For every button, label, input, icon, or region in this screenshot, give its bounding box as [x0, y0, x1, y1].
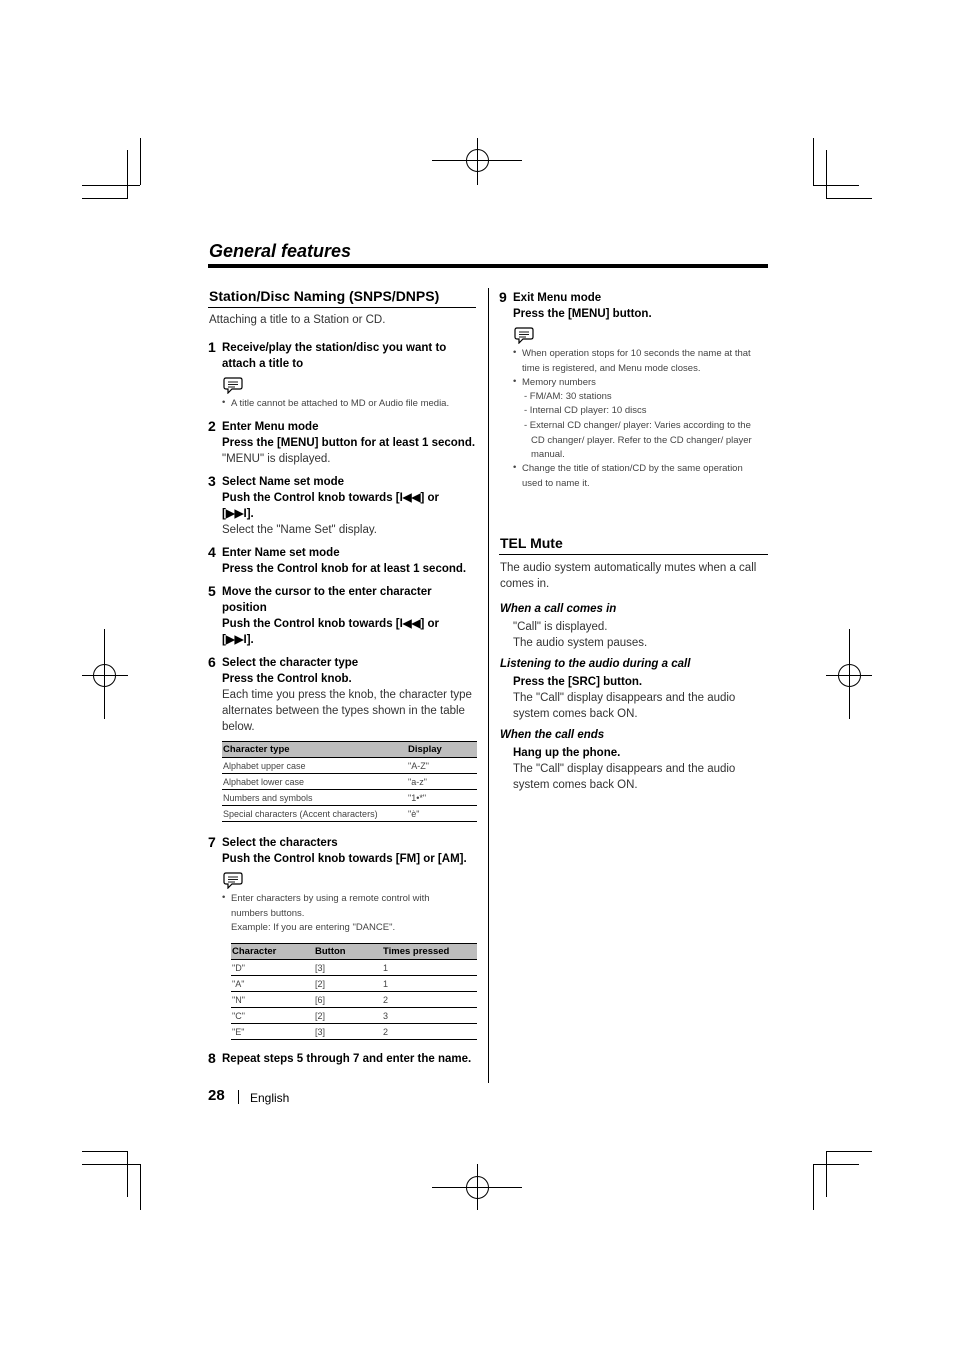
- table-row: [231, 960, 477, 976]
- table-cell: "a-z": [407, 774, 477, 790]
- step-1-note: A title cannot be attached to MD or Audio file media.: [231, 398, 450, 409]
- table-cell: Numbers and symbols: [222, 790, 407, 806]
- subheading-call-in: When a call comes in: [500, 603, 617, 615]
- table-cell: [2]: [314, 976, 382, 992]
- bullet: •: [513, 376, 517, 387]
- table-cell: Special characters (Accent characters): [222, 806, 407, 822]
- step-6-action: Press the Control knob.: [222, 673, 352, 685]
- step-2-desc: "MENU" is displayed.: [222, 453, 331, 465]
- bullet: •: [222, 892, 226, 903]
- section-heading-tel-mute: TEL Mute: [500, 535, 563, 551]
- table-cell: 2: [382, 992, 477, 1008]
- menu-note-2c: - External CD changer/ player: Varies according to the CD changer/ player. Refer to the CD changer/ player manual.: [524, 420, 752, 460]
- step-3-title: Select Name set mode: [222, 476, 345, 488]
- note-icon: [222, 871, 244, 889]
- table-row: [222, 806, 477, 822]
- column-divider: [488, 288, 489, 1083]
- table-cell: 1: [382, 960, 477, 976]
- step-2-title: Enter Menu mode: [222, 421, 319, 433]
- step-number-2: 2: [208, 418, 216, 434]
- page-number: 28: [208, 1087, 225, 1104]
- table-row: [231, 992, 477, 1008]
- menu-note-2: Memory numbers: [522, 377, 596, 388]
- step-number-8: 8: [208, 1050, 216, 1066]
- table-cell: [3]: [314, 960, 382, 976]
- step-7-example: Example: If you are entering "DANCE".: [231, 922, 396, 933]
- table-cell: "C": [231, 1008, 314, 1024]
- step-number-9: 9: [499, 289, 507, 305]
- table-cell: [6]: [314, 992, 382, 1008]
- table-cell: "A-Z": [407, 758, 477, 774]
- step-number-7: 7: [208, 834, 216, 850]
- step-3-action: Push the Control knob towards [I◀◀] or [▶▶I].: [222, 492, 440, 520]
- table-cell: 2: [382, 1024, 477, 1040]
- table-cell: 1: [382, 976, 477, 992]
- step-number-1: 1: [208, 339, 216, 355]
- call-in-line-1: "Call" is displayed.: [513, 621, 608, 633]
- footer-separator: [238, 1090, 239, 1104]
- table-header: Character type: [222, 742, 407, 758]
- step-9-action: Press the [MENU] button.: [513, 308, 652, 320]
- subheading-listen: Listening to the audio during a call: [500, 658, 691, 670]
- step-4-action: Press the Control knob for at least 1 second.: [222, 563, 467, 575]
- table-header: Display: [407, 742, 477, 758]
- character-type-table: [222, 741, 477, 822]
- table-header: Times pressed: [382, 944, 477, 960]
- table-row: [231, 1024, 477, 1040]
- menu-note-2a: - FM/AM: 30 stations: [524, 391, 612, 402]
- table-cell: "E": [231, 1024, 314, 1040]
- step-6-title: Select the character type: [222, 657, 359, 669]
- call-end-action: Hang up the phone.: [513, 747, 621, 759]
- table-cell: Alphabet upper case: [222, 758, 407, 774]
- table-cell: "D": [231, 960, 314, 976]
- step-5-title: Move the cursor to the enter character position: [222, 586, 432, 614]
- step-2-action: Press the [MENU] button for at least 1 second.: [222, 437, 476, 449]
- note-icon: [513, 326, 535, 344]
- listen-desc: The "Call" display disappears and the audio system comes back ON.: [513, 692, 736, 720]
- table-cell: [3]: [314, 1024, 382, 1040]
- step-6-desc: Each time you press the knob, the character type alternates between the types shown in the table below.: [222, 689, 472, 733]
- table-cell: Alphabet lower case: [222, 774, 407, 790]
- step-number-3: 3: [208, 473, 216, 489]
- bullet: •: [513, 462, 517, 473]
- table-header: Button: [314, 944, 382, 960]
- table-row: [222, 758, 477, 774]
- step-9-title: Exit Menu mode: [513, 292, 602, 304]
- step-5-action: Push the Control knob towards [I◀◀] or [▶▶I].: [222, 618, 440, 646]
- step-number-6: 6: [208, 654, 216, 670]
- table-cell: "A": [231, 976, 314, 992]
- table-cell: 3: [382, 1008, 477, 1024]
- section-rule: [208, 307, 476, 308]
- table-header: Character: [231, 944, 314, 960]
- step-7-note: Enter characters by using a remote control with numbers buttons.: [231, 893, 430, 919]
- menu-note-2b: - Internal CD player: 10 discs: [524, 405, 647, 416]
- step-4-title: Enter Name set mode: [222, 547, 340, 559]
- step-7-action: Push the Control knob towards [FM] or [AM].: [222, 853, 467, 865]
- table-row: [222, 790, 477, 806]
- note-icon: [222, 376, 244, 394]
- table-row: [231, 976, 477, 992]
- table-header-row: [231, 944, 477, 960]
- call-end-desc: The "Call" display disappears and the audio system comes back ON.: [513, 763, 736, 791]
- table-cell: "N": [231, 992, 314, 1008]
- section-heading-snps: Station/Disc Naming (SNPS/DNPS): [209, 288, 440, 304]
- bullet: •: [222, 397, 226, 408]
- table-row: [222, 774, 477, 790]
- call-in-line-2: The audio system pauses.: [513, 637, 648, 649]
- step-number-4: 4: [208, 544, 216, 560]
- section-intro: Attaching a title to a Station or CD.: [209, 314, 386, 326]
- listen-action: Press the [SRC] button.: [513, 676, 643, 688]
- step-3-desc: Select the "Name Set" display.: [222, 524, 377, 536]
- tel-intro: The audio system automatically mutes when a call comes in.: [500, 562, 757, 590]
- title-rule: [208, 264, 768, 268]
- menu-note-3: Change the title of station/CD by the same operation used to name it.: [522, 463, 743, 489]
- menu-note-1: When operation stops for 10 seconds the name at that time is registered, and Menu mode closes.: [522, 348, 751, 374]
- step-number-5: 5: [208, 583, 216, 599]
- page-title: General features: [209, 241, 352, 261]
- section-rule: [499, 554, 768, 555]
- table-cell: "è": [407, 806, 477, 822]
- table-cell: "1•*": [407, 790, 477, 806]
- footer-language: English: [250, 1091, 290, 1105]
- step-1-title: Receive/play the station/disc you want to attach a title to: [222, 342, 447, 370]
- table-header-row: [222, 742, 477, 758]
- table-row: [231, 1008, 477, 1024]
- table-cell: [2]: [314, 1008, 382, 1024]
- step-8-title: Repeat steps 5 through 7 and enter the name.: [222, 1053, 472, 1065]
- bullet: •: [513, 347, 517, 358]
- dance-example-table: [231, 943, 477, 1040]
- step-7-title: Select the characters: [222, 837, 338, 849]
- subheading-call-end: When the call ends: [500, 729, 605, 741]
